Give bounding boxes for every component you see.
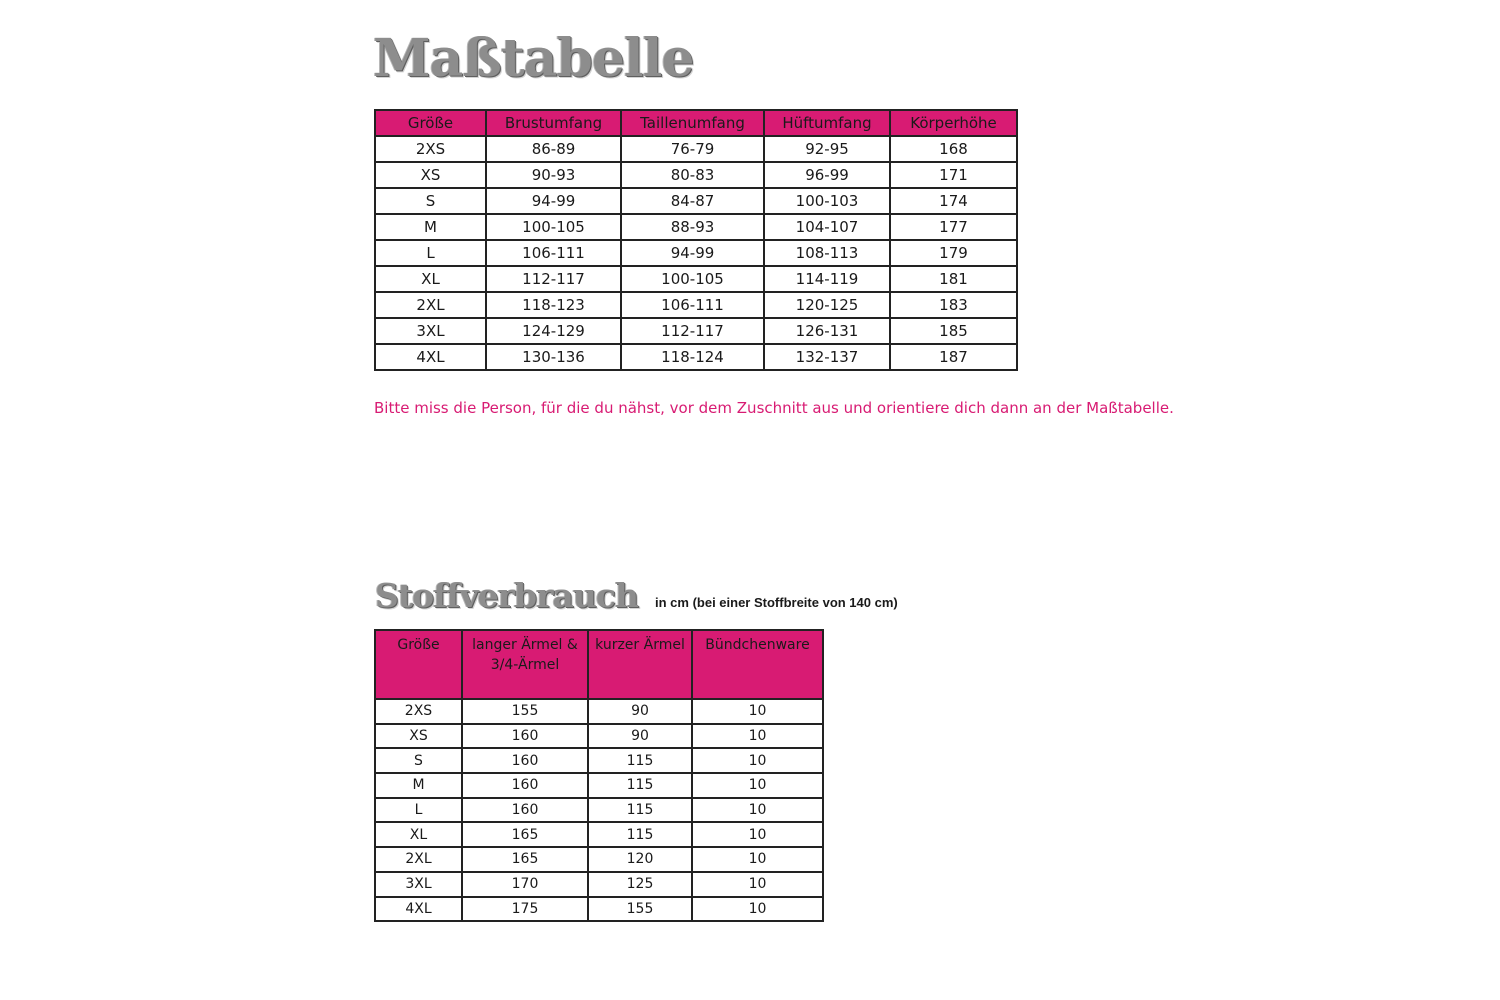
table-cell: 2XL (375, 292, 486, 318)
table-cell: 155 (588, 897, 692, 922)
table-cell: L (375, 240, 486, 266)
table-cell: 84-87 (621, 188, 764, 214)
table-cell: 3XL (375, 872, 462, 897)
table-cell: 171 (890, 162, 1017, 188)
table-row (375, 847, 823, 872)
table-cell: 115 (588, 773, 692, 798)
table-cell: 94-99 (486, 188, 621, 214)
table-cell: 90-93 (486, 162, 621, 188)
table-cell: S (375, 188, 486, 214)
column-header-long-sleeve: langer Ärmel & 3/4-Ärmel (462, 630, 588, 699)
table-cell: 2XL (375, 847, 462, 872)
table-cell: 126-131 (764, 318, 890, 344)
table-cell: 94-99 (621, 240, 764, 266)
table-row (375, 214, 1017, 240)
table-cell: 106-111 (621, 292, 764, 318)
table-cell: XS (375, 162, 486, 188)
table-cell: 90 (588, 699, 692, 724)
table-cell: M (375, 773, 462, 798)
table-row (375, 748, 823, 773)
table-cell: 88-93 (621, 214, 764, 240)
table-cell: XL (375, 266, 486, 292)
column-header-height: Körperhöhe (890, 110, 1017, 136)
table-cell: L (375, 798, 462, 823)
table-cell: 100-103 (764, 188, 890, 214)
table-row (375, 822, 823, 847)
table-cell: 10 (692, 724, 823, 749)
column-header-chest: Brustumfang (486, 110, 621, 136)
table-cell: 165 (462, 822, 588, 847)
table-cell: 130-136 (486, 344, 621, 370)
size-chart-table (374, 109, 1018, 371)
table-cell: 10 (692, 822, 823, 847)
table-row (375, 344, 1017, 370)
table-row (375, 798, 823, 823)
table-cell: 183 (890, 292, 1017, 318)
table-cell: 112-117 (621, 318, 764, 344)
table-cell: 106-111 (486, 240, 621, 266)
fabric-usage-title: Stoffverbrauch (375, 576, 638, 615)
table-cell: 175 (462, 897, 588, 922)
table-cell: 96-99 (764, 162, 890, 188)
table-cell: 155 (462, 699, 588, 724)
table-cell: 177 (890, 214, 1017, 240)
table-cell: 118-124 (621, 344, 764, 370)
table-cell: 108-113 (764, 240, 890, 266)
table-cell: 10 (692, 798, 823, 823)
table-cell: 118-123 (486, 292, 621, 318)
table-cell: 104-107 (764, 214, 890, 240)
table-cell: 160 (462, 773, 588, 798)
table-cell: 120-125 (764, 292, 890, 318)
table-cell: S (375, 748, 462, 773)
table-cell: 160 (462, 798, 588, 823)
table-cell: 80-83 (621, 162, 764, 188)
table-cell: 125 (588, 872, 692, 897)
table-cell: 90 (588, 724, 692, 749)
column-header-waist: Taillenumfang (621, 110, 764, 136)
column-header-size: Größe (375, 630, 462, 699)
table-row (375, 162, 1017, 188)
column-header-size: Größe (375, 110, 486, 136)
table-row (375, 292, 1017, 318)
size-chart-header-row (375, 110, 1017, 136)
table-cell: 165 (462, 847, 588, 872)
table-cell: M (375, 214, 486, 240)
measurement-note: Bitte miss die Person, für die du nähst, vor dem Zuschnitt aus und orientiere dich dann an der Maßtabelle. (374, 399, 1174, 417)
table-row (375, 699, 823, 724)
table-cell: 100-105 (486, 214, 621, 240)
table-cell: 132-137 (764, 344, 890, 370)
column-header-short-sleeve: kurzer Ärmel (588, 630, 692, 699)
table-cell: 168 (890, 136, 1017, 162)
table-row (375, 240, 1017, 266)
table-cell: 124-129 (486, 318, 621, 344)
table-row (375, 724, 823, 749)
table-cell: 2XS (375, 699, 462, 724)
table-cell: 92-95 (764, 136, 890, 162)
table-cell: 100-105 (621, 266, 764, 292)
table-cell: 115 (588, 748, 692, 773)
table-cell: 86-89 (486, 136, 621, 162)
table-cell: 115 (588, 798, 692, 823)
fabric-usage-header-row (375, 630, 823, 699)
table-cell: 112-117 (486, 266, 621, 292)
table-cell: 185 (890, 318, 1017, 344)
table-cell: 174 (890, 188, 1017, 214)
table-cell: 187 (890, 344, 1017, 370)
table-cell: 76-79 (621, 136, 764, 162)
column-header-hip: Hüftumfang (764, 110, 890, 136)
table-cell: XL (375, 822, 462, 847)
table-cell: 3XL (375, 318, 486, 344)
table-row (375, 136, 1017, 162)
table-cell: 4XL (375, 897, 462, 922)
table-row (375, 773, 823, 798)
table-cell: 179 (890, 240, 1017, 266)
table-cell: 181 (890, 266, 1017, 292)
table-row (375, 266, 1017, 292)
table-cell: 10 (692, 897, 823, 922)
table-cell: XS (375, 724, 462, 749)
table-row (375, 872, 823, 897)
table-row (375, 897, 823, 922)
table-cell: 160 (462, 748, 588, 773)
fabric-usage-table (374, 629, 824, 922)
table-row (375, 318, 1017, 344)
table-cell: 170 (462, 872, 588, 897)
table-cell: 10 (692, 847, 823, 872)
size-chart-title: Maßtabelle (373, 28, 694, 89)
table-cell: 120 (588, 847, 692, 872)
table-cell: 10 (692, 699, 823, 724)
table-cell: 10 (692, 773, 823, 798)
table-cell: 10 (692, 748, 823, 773)
table-row (375, 188, 1017, 214)
column-header-cuff-fabric: Bündchenware (692, 630, 823, 699)
table-cell: 2XS (375, 136, 486, 162)
table-cell: 114-119 (764, 266, 890, 292)
table-cell: 10 (692, 872, 823, 897)
table-cell: 160 (462, 724, 588, 749)
table-cell: 4XL (375, 344, 486, 370)
fabric-usage-subtitle: in cm (bei einer Stoffbreite von 140 cm) (655, 595, 898, 610)
table-cell: 115 (588, 822, 692, 847)
